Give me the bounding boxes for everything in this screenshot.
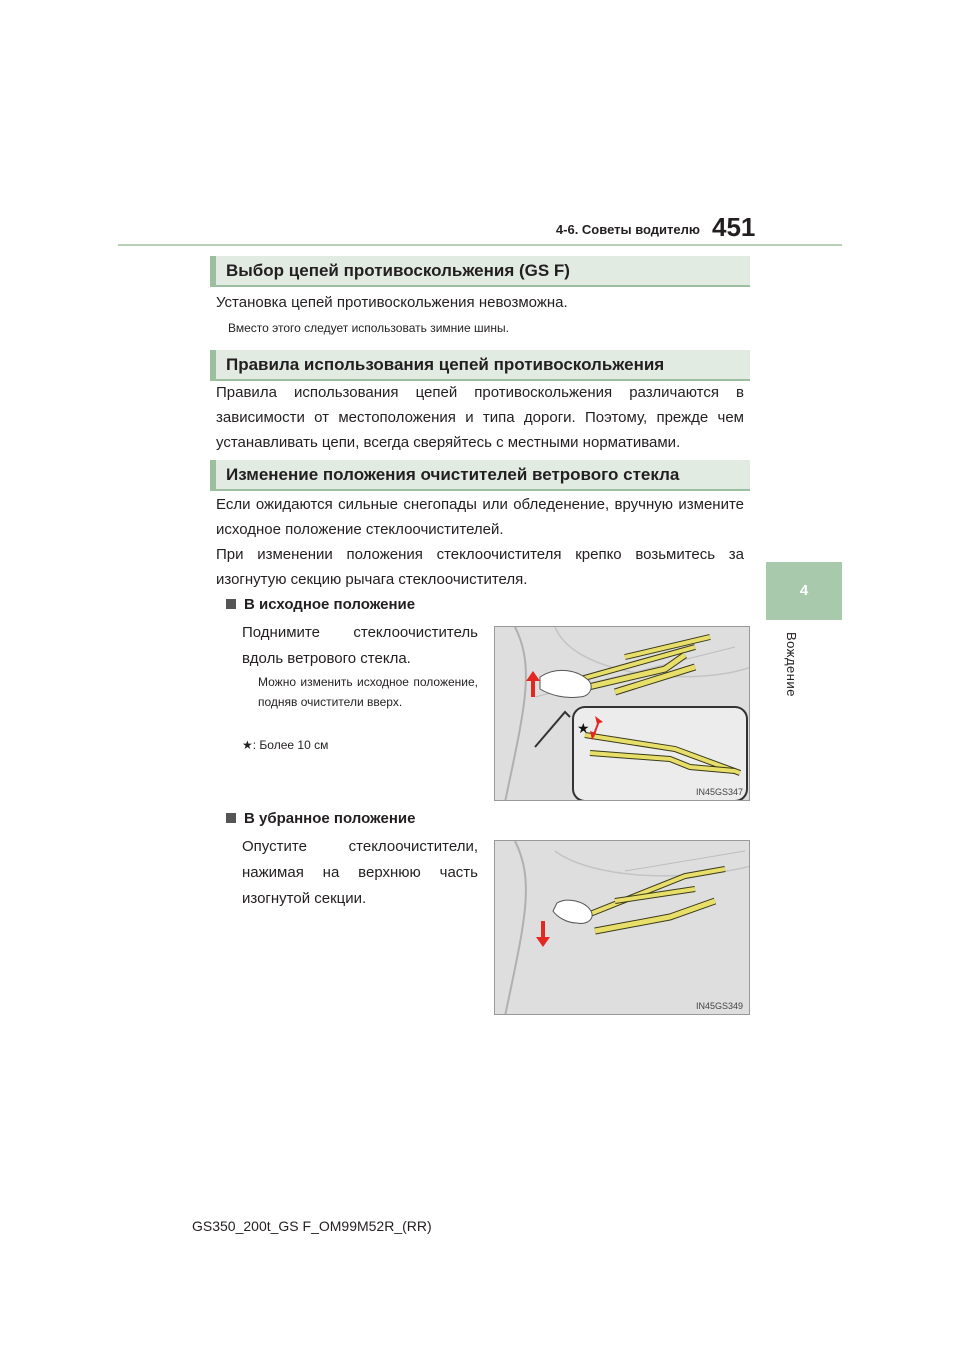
chapter-label: Вождение: [784, 632, 799, 697]
star-note: ★: Более 10 см: [242, 738, 329, 752]
section-header: 4-6. Советы водителю: [555, 222, 700, 237]
figure-code: IN45GS347: [695, 787, 743, 797]
wiper-raise-illustration: [495, 627, 750, 801]
section-title-chains-selection: Выбор цепей противоскольжения (GS F): [210, 256, 750, 287]
figure-wiper-lower: [494, 840, 750, 1015]
page-number: 451: [712, 212, 756, 242]
chains-rules-text: Правила использования цепей противоскольжения различаются в зависимости от местоположения и типа дороги. Поэтому, прежде чем устанавливать цепи, всегда сверяйтесь с местными нормативами.: [216, 384, 744, 451]
chapter-tab: 4: [766, 562, 842, 620]
figure-wiper-raise: [494, 626, 750, 801]
section-title-chains-rules: Правила использования цепей противоскольжения: [210, 350, 750, 381]
subsection-title-initial: В исходное положение: [226, 596, 415, 613]
svg-text:★: ★: [577, 721, 590, 737]
square-bullet-icon: [226, 813, 236, 823]
figure-code: IN45GS349: [695, 1001, 743, 1011]
chains-selection-note: Вместо этого следует использовать зимние шины.: [228, 321, 509, 335]
chains-selection-text: Установка цепей противоскольжения невозможна.: [216, 294, 568, 311]
wiper-position-text-1: Если ожидаются сильные снегопады или обледенение, вручную измените исходное положение стеклоочистителей.: [216, 496, 744, 538]
retracted-position-text: Опустите стеклоочистители, нажимая на верхнюю часть изогнутой секции.: [242, 838, 478, 907]
subsection-title-retracted: В убранное положение: [226, 810, 415, 827]
wiper-lower-illustration: [495, 841, 750, 1015]
initial-position-text: Поднимите стеклоочиститель вдоль ветрового стекла.: [242, 624, 478, 667]
header-divider: [118, 244, 842, 246]
section-title-wiper-position: Изменение положения очистителей ветрового стекла: [210, 460, 750, 491]
document-code-footer: GS350_200t_GS F_OM99M52R_(RR): [192, 1218, 432, 1234]
square-bullet-icon: [226, 599, 236, 609]
wiper-position-text-2: При изменении положения стеклоочистителя крепко возьмитесь за изогнутую секцию рычага стеклоочистителя.: [216, 546, 744, 588]
initial-position-note: Можно изменить исходное положение, подняв очистители вверх.: [258, 675, 478, 709]
